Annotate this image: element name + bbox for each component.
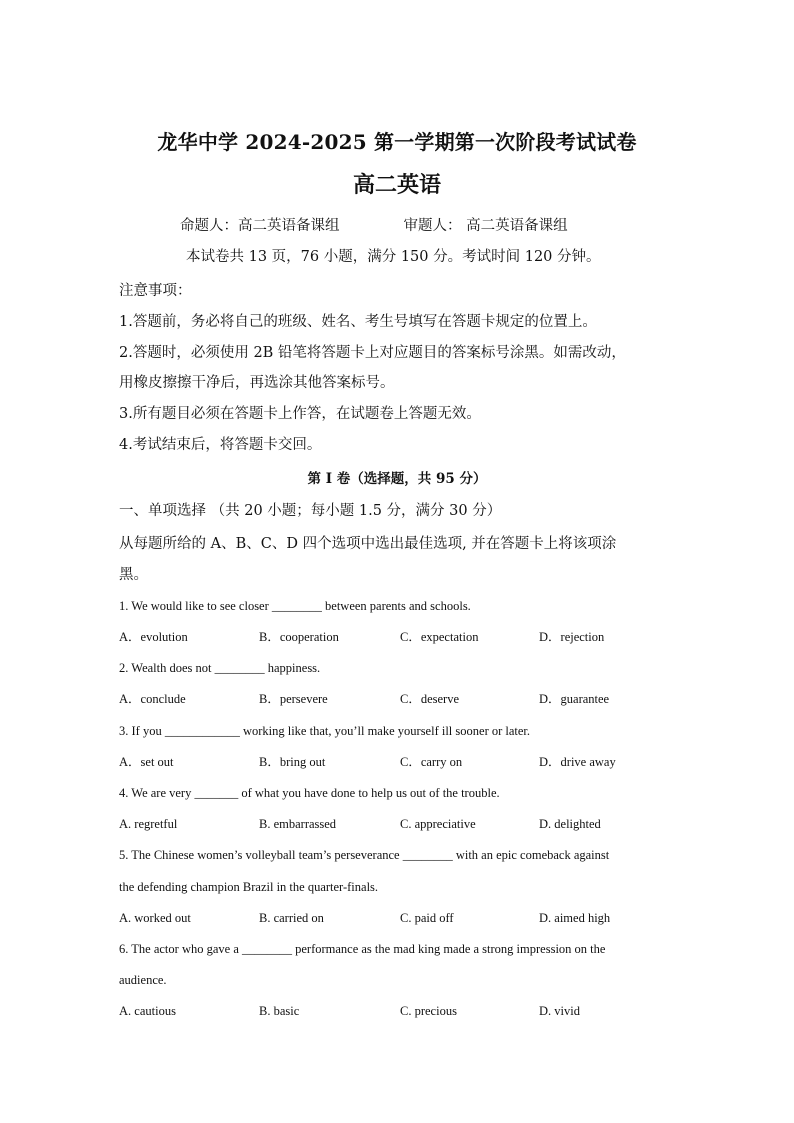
question-3-option-b: B．bring out [259, 755, 326, 769]
question-2-option-d: D．guarantee [539, 692, 610, 706]
notice-heading: 注意事项： [119, 283, 192, 299]
part1-heading: 第 I 卷（选择题，共 95 分） [307, 471, 487, 487]
question-5-stem-cont: the defending champion Brazil in the quarter-finals. [119, 880, 379, 894]
notice-item: 4.考试结束后，将答题卡交回。 [119, 437, 322, 453]
question-1-option-a: A．evolution [119, 630, 188, 644]
question-1-option-b: B．cooperation [259, 630, 339, 644]
notice-item: 3.所有题目必须在答题卡上作答，在试题卷上答题无效。 [119, 406, 481, 422]
question-5-option-a: A. worked out [119, 911, 191, 925]
question-5-option-d: D. aimed high [539, 911, 611, 925]
question-6-option-a: A. cautious [119, 1004, 176, 1018]
question-2-option-a: A．conclude [119, 692, 186, 706]
question-6-option-d: D. vivid [539, 1004, 580, 1018]
question-2-stem: 2. Wealth does not ________ happiness. [119, 661, 321, 675]
question-4-stem: 4. We are very _______ of what you have done to help us out of the trouble. [119, 786, 500, 800]
authors-line [180, 215, 568, 237]
question-1-option-c: C．expectation [400, 630, 479, 644]
exam-title: 龙华中学 2024-2025 第一学期第一次阶段考试试卷 [157, 130, 637, 154]
question-2-option-b: B．persevere [259, 692, 328, 706]
question-5-option-b: B. carried on [259, 911, 324, 925]
question-4-option-a: A. regretful [119, 817, 178, 831]
instruction-line: 从每题所给的 A、B、C、D 四个选项中选出最佳选项, 并在答题卡上将该项涂 [119, 536, 617, 552]
question-6-option-b: B. basic [259, 1004, 300, 1018]
section-heading: 一、单项选择 （共 20 小题；每小题 1.5 分，满分 30 分） [119, 503, 502, 519]
exam-info: 本试卷共 13 页，76 小题，满分 150 分。考试时间 120 分钟。 [186, 249, 601, 265]
notice-item: 2.答题时，必须使用 2B 铅笔将答题卡上对应题目的答案标号涂黑。如需改动， [119, 345, 626, 361]
question-3-stem: 3. If you ____________ working like that, you’ll make yourself ill sooner or later. [119, 724, 531, 738]
notice-item: 1.答题前，务必将自己的班级、姓名、考生号填写在答题卡规定的位置上。 [119, 314, 597, 330]
question-5-option-c: C. paid off [400, 911, 454, 925]
instruction-line: 黑。 [119, 567, 148, 583]
reviewer-label: 审题人： 高二英语备课组 [403, 218, 568, 234]
notice-item: 用橡皮擦擦干净后，再选涂其他答案标号。 [119, 375, 395, 391]
question-2-option-c: C．deserve [400, 692, 460, 706]
question-3-option-a: A．set out [119, 755, 174, 769]
question-4-option-c: C. appreciative [400, 817, 476, 831]
setter-label: 命题人：高二英语备课组 [180, 218, 340, 234]
question-6-stem: 6. The actor who gave a ________ performance as the mad king made a strong impression on the [119, 942, 606, 956]
question-6-stem-cont: audience. [119, 973, 167, 987]
question-4-option-d: D. delighted [539, 817, 601, 831]
exam-subject: 高二英语 [352, 172, 441, 198]
question-5-stem: 5. The Chinese women’s volleyball team’s perseverance ________ with an epic comeback against [119, 848, 610, 862]
question-3-option-d: D．drive away [539, 755, 616, 769]
question-4-option-b: B. embarrassed [259, 817, 337, 831]
question-6-option-c: C. precious [400, 1004, 457, 1018]
question-3-option-c: C．carry on [400, 755, 463, 769]
question-1-stem: 1. We would like to see closer ________ between parents and schools. [119, 599, 471, 613]
question-1-option-d: D．rejection [539, 630, 605, 644]
